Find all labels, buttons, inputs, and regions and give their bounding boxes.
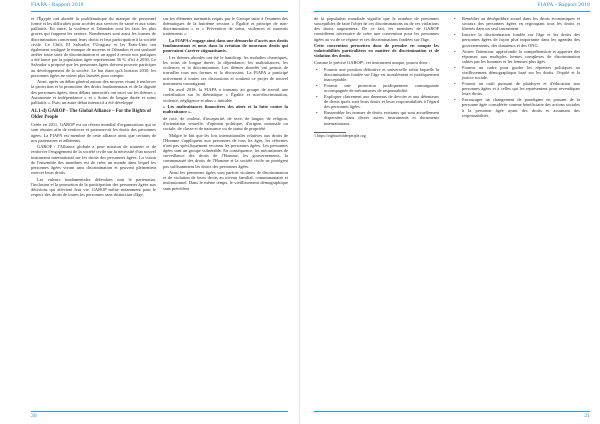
footer-rule [31,411,288,412]
bullet-item: • Expliquer clairement aux donneurs de devoirs et aux détenteurs de droits quels sont leurs droits et leurs responsabilités à l'égard des personnes âgées. [316,93,439,110]
bullet-item: • Attirer l'attention, approfondir la compréhension et apporter des réponses aux multiples formes complexes de discrimination subies par les hommes et les femmes plus âgés. [454,48,580,64]
bullet-item: • Fournir un outil puissant de plaidoyer et d'éducation aux personnes âgées et à celles qui les représentent pour revendiquer leurs droits. [454,81,580,97]
footnote: 1 https://rightsofolderpeople.org [314,133,366,139]
bullet-item: • Fournir un cadre pour guider les réponses politiques au vieillissement démographique basé sur les droits, l'équité et la justice sociale. [454,64,580,81]
paragraph: Ainsi les personnes âgées sont parfois victimes de discrimination et de violation de leurs droits au niveau familial, communautaire et institutionnel. Dans le même temps, le vieillissement démographique sans précédent [163,170,288,191]
running-header-right: FIAPA - Rapport 2018 [537,2,590,8]
footnote-rule [314,132,346,133]
paragraph: Créée en 2011, GAROP est un réseau mondial d'organisations qui se sont réunies afin de renforcer et promouvoir les droits des personnes âgées. La FIAPA est membre de cette alliance ainsi que certains de nos partenaires et adhérents. [31,122,156,143]
paragraph: et l'Égypte ont abordé la problématique du manque de personnel formé et les difficultés pour accéder aux services de santé et aux soins palliatifs. En outre, la violence et l'abandon sont les faits les plus graves qui frappent les seniors. Nombreuses sont aussi les formes de discrimination concernant leurs droits et leur participation à la société civile. Le Chili, El Salvador, l'Uruguay et les États-Unis ont également souligné le manque de moyens et l'abandon et ont souhaité arrêter toute sorte de discrimination et un appel à revoir nos pratiques a été lancé par la population âgée représentant 56 % d'ici à 2030. Le Salvador a proposé que les personnes âgées doivent pouvoir participer au développement de la société. Le but étant qu'à horizon 2030, les personnes âgées ne soient plus laissées pour compte. [31,16,156,78]
paragraph: Ainsi, après un débat général autour des moyens visant à renforcer la protection et la promotion des droits fondamentaux et de la dignité des personnes âgées, deux débats interactifs ont suivi sur les thèmes « Autonomie et indépendance » et « Soins de longue durée et soins palliatifs ». Puis, un autre débat interactif a été développé [31,79,156,105]
paragraph: sur les éléments normatifs requis par le Groupe suite à l'examen des thématiques de la huitième session « Égalité et principe de non-discrimination » et « Prévention de soins, violences et mauvais traitements ». [163,16,288,37]
paragraph: de race, de couleur, d'incapacité, de sexe, de langue, de religion, d'orientation sexuelle, d'opinion politique, d'origine nationale ou sociale, de classe et de naissance ou de statut de propriété. [163,115,288,132]
page-number-left: 20 [31,413,37,419]
paragraph: En avril 2018, la FIAPA a transmis au groupe de travail une contribution sur la thématique « Égalité et non-discrimination, violence, négligence et abus » intitulée [163,87,288,103]
bullet-item: • Fournir une position définitive et universelle selon laquelle la discrimination fondée sur l'âge est moralement et juridiquement inacceptable. [316,66,439,82]
callout-text: La FIAPA s'engage ainsi dans une démarche d'accès aux droits fondamentaux et nous dans la création de nouveaux droits qui pourraient s'avérer stigmatisants. [163,38,288,54]
callout-text: Cette convention permettra donc de prendre en compte les vulnérabilités particulières en matière de discrimination et de violation des droits. [314,43,439,59]
bullet-item: • Inscrire la discrimination fondée sur l'âge et les droits des personnes âgées de façon plus importante dans les agendas des gouvernements, des donateurs et des ONG. [454,32,580,48]
bullet-item: • Remédier au déséquilibre actuel dans les droits économiques et sociaux des personnes âgées en regroupant tous les droits et libertés dans un seul instrument. [454,16,580,32]
paragraph: GAROP : l'Alliance globale a pour mission de soutenir et de renforcer l'engagement de la société civile sur la nécessité d'un nouvel instrument international sur les droits des personnes âgées. La vision de l'ensemble des membres est de créer un monde dans lequel les personnes âgées vivant sans discrimination et peuvent pleinement exercer leurs droits. [31,144,156,176]
paragraph: Les valeurs fondamentales défendues sont le partenariat, l'inclusion et la promotion de la participation des personnes âgées aux décisions qui affectent leur vie. GAROP milite notamment pour le respect des droits de toutes les personnes sans distinction d'âge, [31,176,156,198]
paragraph: Comme le précise GAROP¹, cet instrument unique, pourra donc : [314,60,431,66]
left-page-column-2 [163,16,288,408]
right-page-column-1 [314,16,439,408]
right-page [300,0,600,424]
section-heading-garop: A1.1-d) GAROP - The Global Alliance – For the Rights of Older People [31,109,152,120]
bullet-list [314,67,439,126]
footer-rule [314,411,590,412]
paragraph: Les thèmes abordés ont été le handicap, les maladies chroniques, les soins de longue durée, la dépendance, les maltraitances, les violences et la discrimination. Les thèmes abordés ont permis de travailler tous nos formes et la discussion. La FIAPA a participé activement à toutes ces discussions et soutient ce projet de nouvel instrument contraignant. [163,54,288,86]
bullet-item: • Encourager un changement de paradigme en passant de la personne âgée considérée comme bénéficiaire des actions sociales à la personne âgée ayant des droits et assumant des responsabilités. [454,97,580,118]
header-rule [314,11,590,12]
header-rule [31,11,288,12]
running-header-left: FIAPA - Rapport 2018 [31,2,84,8]
right-page-column-2 [452,16,580,408]
paragraph: de la population mondiale signifie que le nombre de personnes susceptibles de faire l'objet de ces discriminations ou de ces violations des droits augmentera. De ce fait, les membres de GAROP considèrent nécessaire de créer une convention pour les personnes âgées au vu de ce régime et ces discriminations fondées sur l'âge. [314,16,439,42]
quote-title: « Les maltraitances financières des aînés et la lutte contre la maltraitance ». [163,104,288,115]
page-number-right: 21 [584,413,590,419]
left-page-column-1 [31,16,156,408]
bullet-item: • Rassembler les normes de droits existants qui sont actuellement dispersées dans divers autres instruments et documents internationaux. [316,110,439,126]
bullet-item: • Fournir une protection juridiquement contraignante accompagnée de mécanismes de responsabilité. [316,82,439,93]
paragraph: Malgré le fait que les lois internationales relatives aux droits de l'Homme s'appliquent aux personnes de tous les âges, les réformes n'ont pas spécifiquement reconnu les personnes âgées. Les personnes âgées sont un groupe vulnérable. En conséquence, les mécanismes de surveillance des droits de l'Homme, les gouvernements, la communauté des droits de l'Homme et la société civile ne protègent pas suffisamment les droits des personnes âgées. [163,132,288,169]
bullet-list [452,16,580,118]
